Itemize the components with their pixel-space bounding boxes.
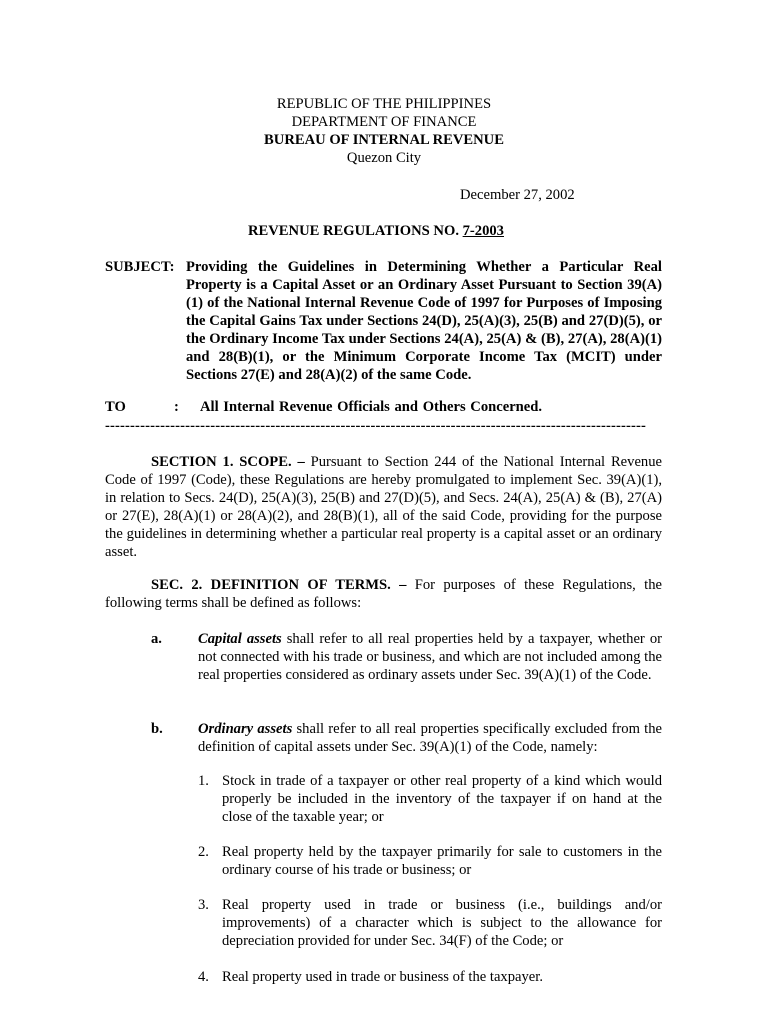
item-a-text: [198, 630, 662, 684]
section-2-heading: SEC. 2. DEFINITION OF TERMS. –: [151, 577, 407, 593]
to-label: TO: [105, 399, 126, 415]
header-republic: REPUBLIC OF THE PHILIPPINES: [276, 96, 492, 112]
sublist-item-2-text: Real property held by the taxpayer primarily for sale to customers in the ordinary course of his trade or business; or: [222, 844, 662, 878]
sublist-item-3: [198, 896, 662, 950]
sublist-item-3-text: Real property used in trade or business (i.e., buildings and/or improvements) of a character which is subject to the allowance for depreciation provided for under Sec. 34(F) of the Code; or: [222, 897, 662, 949]
title-prefix: REVENUE REGULATIONS NO.: [248, 223, 463, 239]
regulation-number: 7-2003: [462, 223, 504, 239]
to-colon: :: [174, 399, 179, 415]
item-b-definition: shall refer to all real properties specifically excluded from the definition of capital assets under Sec. 39(A)(1) of the Code, namely:: [198, 721, 663, 755]
sublist-item-2: [198, 843, 662, 879]
sublist-item-4: [198, 968, 662, 986]
item-b-label: b.: [151, 721, 163, 737]
sublist-item-1-text: Stock in trade of a taxpayer or other real property of a kind which would properly be included in the inventory of the taxpayer if on hand at the close of the taxable year; or: [222, 773, 662, 825]
section-2-paragraph: [105, 576, 662, 612]
document-title: [248, 222, 504, 240]
letterhead: [0, 95, 768, 167]
item-b-term: Ordinary assets: [198, 721, 293, 737]
sublist-item-3-number: 3.: [198, 897, 209, 913]
sublist-item-1: [198, 772, 662, 826]
sublist-item-4-number: 4.: [198, 969, 209, 985]
to-text: All Internal Revenue Officials and Others Concerned.: [200, 399, 543, 415]
sublist-item-4-text: Real property used in trade or business of the taxpayer.: [222, 969, 543, 985]
item-a-definition: shall refer to all real properties held by a taxpayer, whether or not connected with his trade or business, and which are not included among the real properties considered as ordinary assets under Sec. 39(A)(1) of the Code.: [198, 631, 662, 683]
section-2-text: For purposes of these Regulations, the following terms shall be defined as follows:: [105, 577, 663, 611]
item-a-label: a.: [151, 631, 162, 647]
sublist-item-2-number: 2.: [198, 844, 209, 860]
header-bureau: BUREAU OF INTERNAL REVENUE: [264, 132, 504, 148]
item-b-text: [198, 720, 662, 756]
section-1-text: Pursuant to Section 244 of the National Internal Revenue Code of 1997 (Code), these Regulations are hereby promulgated to implement Sec. 39(A)(1), in relation to Secs. 24(D), 25(A)(3), 25(B) and 27(D)(5), and Secs. 24(A), 25(A) & (B), 27(A) or 27(E), 28(A)(1) or 28(A)(2), and 28(B)(1), all of the said Code, providing for the purpose the guidelines in determining whether a particular real property is a capital asset or an ordinary asset.: [105, 454, 663, 560]
separator-line: ------------------------------------------------------------------------------------------------------------: [105, 418, 647, 434]
item-a-term: Capital assets: [198, 631, 282, 647]
sublist-item-1-number: 1.: [198, 773, 209, 789]
document-date: December 27, 2002: [460, 187, 575, 203]
section-1-heading: SECTION 1. SCOPE. –: [151, 454, 305, 470]
section-1-paragraph: [105, 453, 662, 561]
subject-text: Providing the Guidelines in Determining Whether a Particular Real Property is a Capital Asset or an Ordinary Asset Pursuant to Section 39(A)(1) of the National Internal Revenue Code of 1997 for Purposes of Imposing the Capital Gains Tax under Sections 24(D), 25(A)(3), 25(B) and 27(D)(5), or the Ordinary Income Tax under Sections 24(A), 25(A) & (B), 27(A), 28(A)(1) and 28(B)(1), or the Minimum Corporate Income Tax (MCIT) under Sections 27(E) and 28(A)(2) of the same Code.: [186, 259, 662, 383]
header-department: DEPARTMENT OF FINANCE: [291, 114, 477, 130]
header-city: Quezon City: [346, 150, 422, 166]
subject-label: SUBJECT:: [105, 259, 175, 275]
